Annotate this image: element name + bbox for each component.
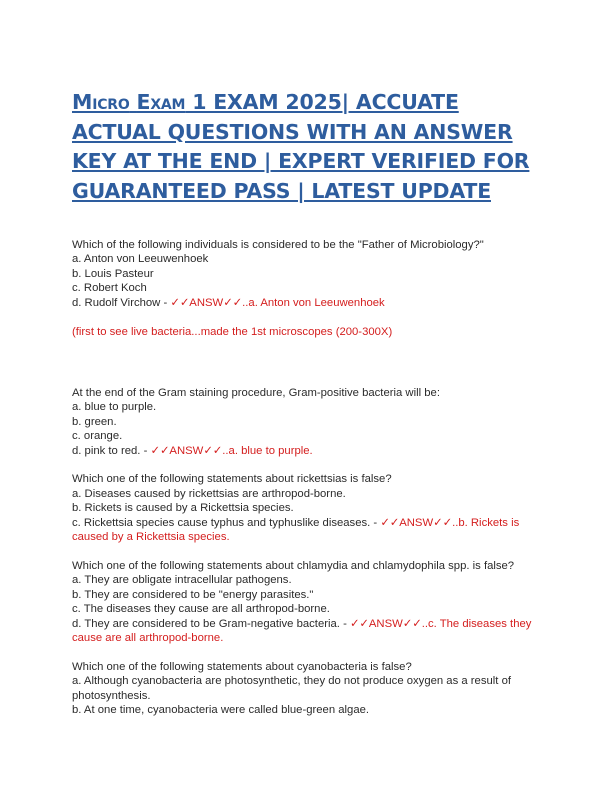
answer-text: ✓✓ANSW✓✓..c. The diseases they cause are all arthropod-borne. [72,617,532,645]
option: b. Rickets is caused by a Rickettsia species. [72,502,294,515]
question-text: Which one of the following statements about cyanobacteria is false? [72,660,412,673]
option: b. green. [72,415,117,428]
option-with-answer [72,296,542,310]
option-with-answer [72,617,542,646]
option: a. Diseases caused by rickettsias are arthropod-borne. [72,487,346,500]
question-list [72,238,542,732]
option: c. Rickettsia species cause typhus and typhuslike diseases. - [72,516,381,529]
option-with-answer [72,444,542,458]
answer-text: ✓✓ANSW✓✓..a. blue to purple. [150,444,313,457]
title-word-micro: Micro [72,90,130,114]
option: c. The diseases they cause are all arthropod-borne. [72,603,330,616]
question-text: Which one of the following statements about rickettsias is false? [72,473,392,486]
answer-text: ✓✓ANSW✓✓..a. Anton von Leeuwenhoek [170,296,385,309]
question-block [72,386,542,458]
question-text: Which of the following individuals is considered to be the "Father of Microbiology?" [72,239,484,251]
title-rest: 1 EXAM 2025| ACCUATE ACTUAL QUESTIONS WITH AN ANSWER KEY AT THE END | EXPERT VERIFIED FOR GUARANTEED PASS | LATEST UPDATE [72,90,530,203]
option: b. They are considered to be "energy parasites." [72,588,314,601]
option: a. They are obligate intracellular pathogens. [72,574,292,587]
option: c. Robert Koch [72,282,147,295]
answer-note: (first to see live bacteria...made the 1st microscopes (200-300X) [72,325,393,338]
option: d. pink to red. - [72,444,151,457]
option: a. Although cyanobacteria are photosynthetic, they do not produce oxygen as a result of photosynthesis. [72,675,511,702]
document-title [72,88,542,206]
option: d. Rudolf Virchow - [72,296,171,309]
question-text: Which one of the following statements about chlamydia and chlamydophila spp. is false? [72,560,515,572]
option: d. They are considered to be Gram-negative bacteria. - [72,617,350,630]
option: b. At one time, cyanobacteria were called blue-green algae. [72,704,370,717]
question-text: At the end of the Gram staining procedure, Gram-positive bacteria will be: [72,386,440,399]
title-word-exam: Exam [136,90,186,114]
question-block [72,472,542,544]
option: c. orange. [72,430,123,443]
option: b. Louis Pasteur [72,267,154,280]
option: a. blue to purple. [72,401,157,414]
option: a. Anton von Leeuwenhoek [72,253,209,266]
question-block [72,559,542,645]
answer-text: ✓✓ANSW✓✓..b. Rickets is caused by a Rickettsia species. [72,516,520,544]
question-block [72,238,542,310]
question-block [72,660,542,718]
option-with-answer [72,516,542,545]
